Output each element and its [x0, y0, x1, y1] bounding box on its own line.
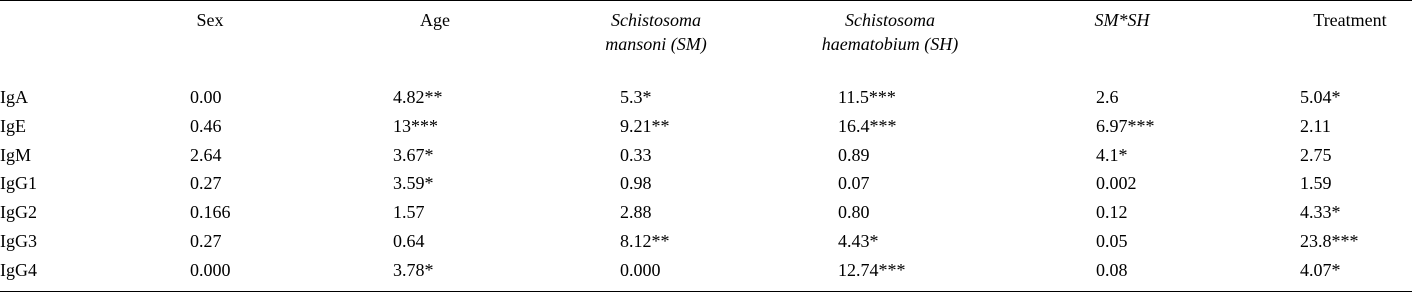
table-cell: 0.00	[190, 87, 222, 107]
table-cell: 12.74***	[838, 260, 906, 280]
column-header-line: Treatment	[1313, 10, 1387, 30]
column-header-line: Schistosoma	[845, 10, 935, 30]
table-cell: 16.4***	[838, 116, 897, 136]
row-label: IgG1	[0, 173, 37, 193]
table-cell: 5.3*	[620, 87, 652, 107]
table-cell: 5.04*	[1300, 87, 1341, 107]
column-header-line: Sex	[196, 10, 224, 30]
table-cell: 0.002	[1096, 173, 1137, 193]
table-cell: 0.166	[190, 202, 231, 222]
column-header-line: Schistosoma	[611, 10, 701, 30]
table-cell: 3.78*	[393, 260, 434, 280]
table-cell: 0.08	[1096, 260, 1128, 280]
table-cell: 2.75	[1300, 145, 1332, 165]
table-cell: 0.64	[393, 231, 425, 251]
column-header-line: mansoni (SM)	[605, 34, 707, 54]
table-cell: 0.89	[838, 145, 870, 165]
row-label: IgE	[0, 116, 26, 136]
table-cell: 0.98	[620, 173, 652, 193]
table-cell: 0.07	[838, 173, 870, 193]
table-cell: 4.07*	[1300, 260, 1341, 280]
column-header-line: haematobium (SH)	[821, 34, 959, 54]
column-header-line: Age	[420, 10, 450, 30]
table-cell: 13***	[393, 116, 438, 136]
table-cell: 3.59*	[393, 173, 434, 193]
table-cell: 4.1*	[1096, 145, 1128, 165]
table-cell: 2.64	[190, 145, 222, 165]
table-cell: 0.27	[190, 231, 222, 251]
table-cell: 23.8***	[1300, 231, 1359, 251]
table-cell: 11.5***	[838, 87, 896, 107]
table-cell: 0.000	[620, 260, 661, 280]
table-cell: 0.000	[190, 260, 231, 280]
table-cell: 1.59	[1300, 173, 1332, 193]
table-cell: 2.11	[1300, 116, 1331, 136]
table-cell: 4.82**	[393, 87, 443, 107]
table-cell: 0.27	[190, 173, 222, 193]
table-bottom-rule	[0, 291, 1412, 292]
table-cell: 8.12**	[620, 231, 670, 251]
column-header-line: SM*SH	[1094, 10, 1150, 30]
table-cell: 1.57	[393, 202, 425, 222]
row-label: IgG3	[0, 231, 37, 251]
column-header-6	[1200, 8, 1412, 32]
row-label: IgM	[0, 145, 31, 165]
table-cell: 2.88	[620, 202, 652, 222]
table-cell: 0.33	[620, 145, 652, 165]
table-cell: 2.6	[1096, 87, 1119, 107]
table-cell: 4.33*	[1300, 202, 1341, 222]
table-cell: 4.43*	[838, 231, 879, 251]
row-label: IgG4	[0, 260, 37, 280]
table-cell: 6.97***	[1096, 116, 1155, 136]
row-label: IgA	[0, 87, 28, 107]
table-cell: 0.80	[838, 202, 870, 222]
row-label: IgG2	[0, 202, 37, 222]
table-cell: 0.46	[190, 116, 222, 136]
table-cell: 3.67*	[393, 145, 434, 165]
table-cell: 0.05	[1096, 231, 1128, 251]
table-cell: 9.21**	[620, 116, 670, 136]
table-cell: 0.12	[1096, 202, 1128, 222]
table-top-rule	[0, 0, 1412, 1]
